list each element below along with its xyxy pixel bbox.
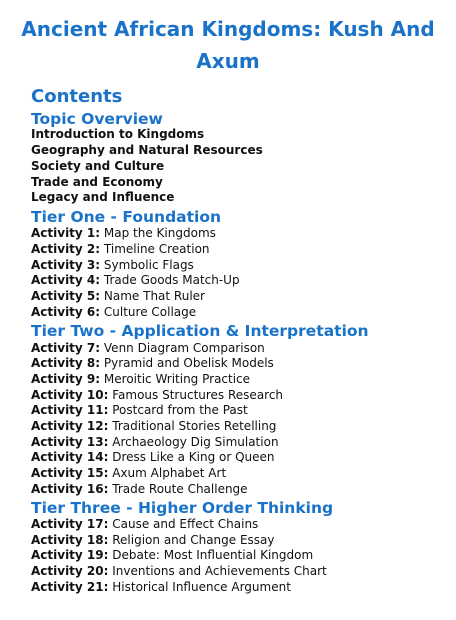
tier-three-heading: Tier Three - Higher Order Thinking <box>31 499 334 517</box>
topic-item: Introduction to Kingdoms <box>31 127 205 141</box>
activity-name: Axum Alphabet Art <box>112 466 227 480</box>
activity-label: Activity 4: <box>31 273 101 287</box>
activity-item <box>31 341 265 357</box>
activity-label: Activity 21: <box>31 580 109 594</box>
activity-name: Religion and Change Essay <box>112 533 275 547</box>
topic-item: Society and Culture <box>31 159 165 173</box>
activity-label: Activity 9: <box>31 372 101 386</box>
topic-item: Geography and Natural Resources <box>31 143 263 157</box>
activity-name: Venn Diagram Comparison <box>103 341 265 355</box>
activity-name: Historical Influence Argument <box>112 580 291 594</box>
activity-item <box>31 482 248 498</box>
activity-name: Meroitic Writing Practice <box>103 372 251 386</box>
activity-item <box>31 580 291 596</box>
contents-heading: Contents <box>31 86 123 107</box>
activity-name: Name That Ruler <box>103 289 205 303</box>
activity-item <box>31 273 240 289</box>
activity-label: Activity 12: <box>31 419 109 433</box>
activity-name: Traditional Stories Retelling <box>112 419 277 433</box>
activity-label: Activity 20: <box>31 564 109 578</box>
activity-item <box>31 226 216 242</box>
activity-name: Postcard from the Past <box>112 403 248 417</box>
activity-item <box>31 533 275 549</box>
activity-label: Activity 19: <box>31 548 109 562</box>
activity-name: Archaeology Dig Simulation <box>112 435 279 449</box>
activity-item <box>31 564 327 580</box>
activity-name: Symbolic Flags <box>103 258 194 272</box>
activity-name: Inventions and Achievements Chart <box>112 564 327 578</box>
activity-item <box>31 403 248 419</box>
activity-name: Pyramid and Obelisk Models <box>103 356 274 370</box>
activity-label: Activity 7: <box>31 341 101 355</box>
activity-label: Activity 16: <box>31 482 109 496</box>
activity-item <box>31 450 275 466</box>
activity-name: Map the Kingdoms <box>103 226 216 240</box>
activity-item <box>31 419 276 435</box>
activity-item <box>31 305 196 321</box>
activity-label: Activity 11: <box>31 403 109 417</box>
activity-item <box>31 466 226 482</box>
activity-label: Activity 14: <box>31 450 109 464</box>
activity-label: Activity 2: <box>31 242 101 256</box>
tier-one-heading: Tier One - Foundation <box>31 208 222 226</box>
activity-label: Activity 6: <box>31 305 101 319</box>
activity-label: Activity 5: <box>31 289 101 303</box>
topic-item: Trade and Economy <box>31 175 163 189</box>
activity-name: Cause and Effect Chains <box>112 517 259 531</box>
activity-item <box>31 372 250 388</box>
activity-label: Activity 8: <box>31 356 101 370</box>
topic-item: Legacy and Influence <box>31 190 175 204</box>
activity-item <box>31 242 210 258</box>
activity-name: Famous Structures Research <box>112 388 284 402</box>
activity-label: Activity 17: <box>31 517 109 531</box>
document-title: Ancient African Kingdoms: Kush And Axum <box>21 17 435 73</box>
activity-item <box>31 258 194 274</box>
activity-name: Debate: Most Influential Kingdom <box>112 548 314 562</box>
activity-name: Timeline Creation <box>103 242 210 256</box>
activity-item <box>31 548 313 564</box>
activity-label: Activity 10: <box>31 388 109 402</box>
activity-name: Trade Goods Match-Up <box>103 273 240 287</box>
activity-item <box>31 289 205 305</box>
activity-item <box>31 517 258 533</box>
activity-name: Dress Like a King or Queen <box>112 450 275 464</box>
activity-item <box>31 435 279 451</box>
topic-overview-heading: Topic Overview <box>31 110 163 128</box>
activity-item <box>31 388 283 404</box>
activity-label: Activity 1: <box>31 226 101 240</box>
tier-two-heading: Tier Two - Application & Interpretation <box>31 322 369 340</box>
activity-label: Activity 18: <box>31 533 109 547</box>
activity-label: Activity 3: <box>31 258 101 272</box>
activity-label: Activity 15: <box>31 466 109 480</box>
activity-label: Activity 13: <box>31 435 109 449</box>
activity-item <box>31 356 274 372</box>
activity-name: Trade Route Challenge <box>112 482 248 496</box>
activity-name: Culture Collage <box>103 305 197 319</box>
